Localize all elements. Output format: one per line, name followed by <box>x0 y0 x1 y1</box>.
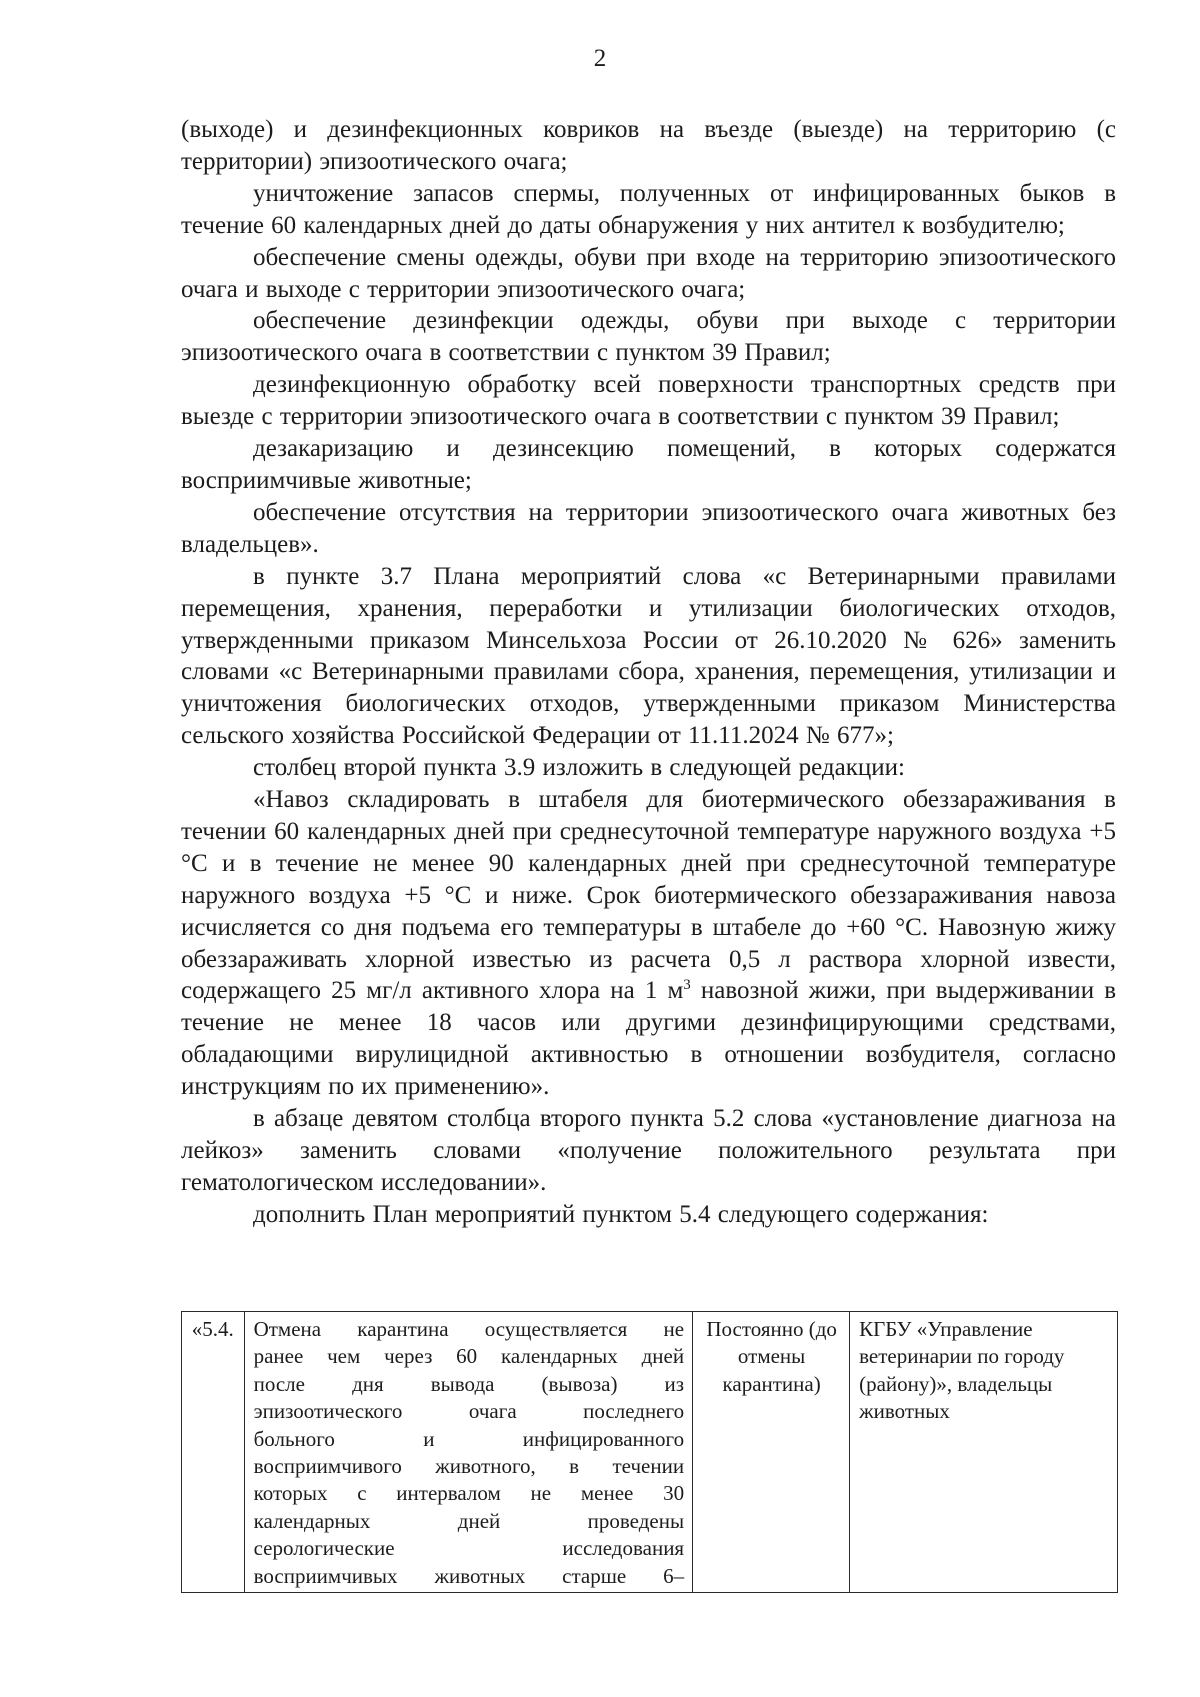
deadline-cell: Постоянно (до отмены карантина) <box>693 1312 850 1593</box>
paragraph: дезакаризацию и дезинсекцию помещений, в которых содержатся восприимчивые животные; <box>181 435 1116 494</box>
manure-text-end: навозной жижи, при выдерживании в течение не менее 18 часов или другими дезинфицирующими средствами, обладающими вирулицидной активностью в отношении возбудителя, согласно инструкциям по их применению». <box>181 977 1116 1101</box>
paragraph: (выходе) и дезинфекционных ковриков на въезде (выезде) на территорию (с территории) эпизоотического очага; <box>181 116 1116 175</box>
paragraph: обеспечение дезинфекции одежды, обуви при выходе с территории эпизоотического очага в соответствии с пунктом 39 Правил; <box>181 307 1116 367</box>
measure-line: восприимчивых животных старше 6– <box>253 1563 685 1588</box>
measure-line: которых с интервалом не менее 30 <box>253 1481 685 1506</box>
item-number-cell: «5.4. <box>182 1312 245 1593</box>
paragraph: дезинфекционную обработку всей поверхности транспортных средств при выезде с территории эпизоотического очага в соответствии с пунктом 39 Правил; <box>181 371 1116 431</box>
manure-text-start: «Навоз складировать в штабеля для биотермического обеззараживания в течении 60 календарных дней при среднесуточной температуре наружного воздуха +5 °С и в течение не менее 90 календарных дней при среднесуточной температуре наружного воздуха +5 °С и ниже. Срок биотермического обеззараживания навоза исчисляется со дня подъема его температуры в штабеле до +60 °С. Навозную жижу обеззараживать хлорной известью из расчета 0,5 л раствора хлорной извести, содержащего 25 мг/л активного хлора на 1 м <box>181 786 1116 1005</box>
measure-line: эпизоотического очага последнего <box>253 1399 685 1424</box>
paragraph: в абзаце девятом столбца второго пункта 5.2 слова «установление диагноза на лейкоз» заменить словами «получение положительного результата при гематологическом исследовании». <box>181 1105 1116 1196</box>
paragraph: дополнить План мероприятий пунктом 5.4 следующего содержания: <box>253 1200 989 1228</box>
measure-line: после дня вывода (вывоза) из <box>253 1371 685 1396</box>
manure-paragraph <box>181 784 1116 1103</box>
responsible-cell: КГБУ «Управление ветеринарии по городу (району)», владельцы животных <box>850 1312 1118 1593</box>
table-row <box>182 1312 1118 1593</box>
paragraph: столбец второй пункта 3.9 изложить в следующей редакции: <box>253 754 905 782</box>
measure-cell <box>244 1312 693 1593</box>
measure-line: серологические исследования <box>253 1536 685 1561</box>
measure-line: больного и инфицированного <box>253 1426 685 1451</box>
cubic-superscript: 3 <box>683 977 691 994</box>
document-body <box>181 114 1116 1231</box>
paragraph: уничтожение запасов спермы, полученных от инфицированных быков в течение 60 календарных дней до даты обнаружения у них антител к возбудителю; <box>181 179 1116 239</box>
plan-table <box>181 1311 1118 1593</box>
measure-line: Отмена карантина осуществляется не <box>253 1317 685 1341</box>
page-number: 2 <box>593 45 607 72</box>
measure-line: восприимчивого животного, в течении <box>253 1454 685 1479</box>
paragraph: обеспечение смены одежды, обуви при входе на территорию эпизоотического очага и выходе с территории эпизоотического очага; <box>181 243 1116 303</box>
paragraph: обеспечение отсутствия на территории эпизоотического очага животных без владельцев». <box>181 498 1116 558</box>
measure-line: ранее чем через 60 календарных дней <box>253 1344 685 1369</box>
paragraph: в пункте 3.7 Плана мероприятий слова «с Ветеринарными правилами перемещения, хранения, переработки и утилизации биологических отходов, утвержденными приказом Минсельхоза России от 26.10.2020 № 626» заменить словами «с Ветеринарными правилами сбора, хранения, перемещения, утилизации и уничтожения биологических отходов, утвержденными приказом Министерства сельского хозяйства Российской Федерации от 11.11.2024 № 677»; <box>181 562 1116 750</box>
measure-line: календарных дней проведены <box>253 1508 685 1533</box>
